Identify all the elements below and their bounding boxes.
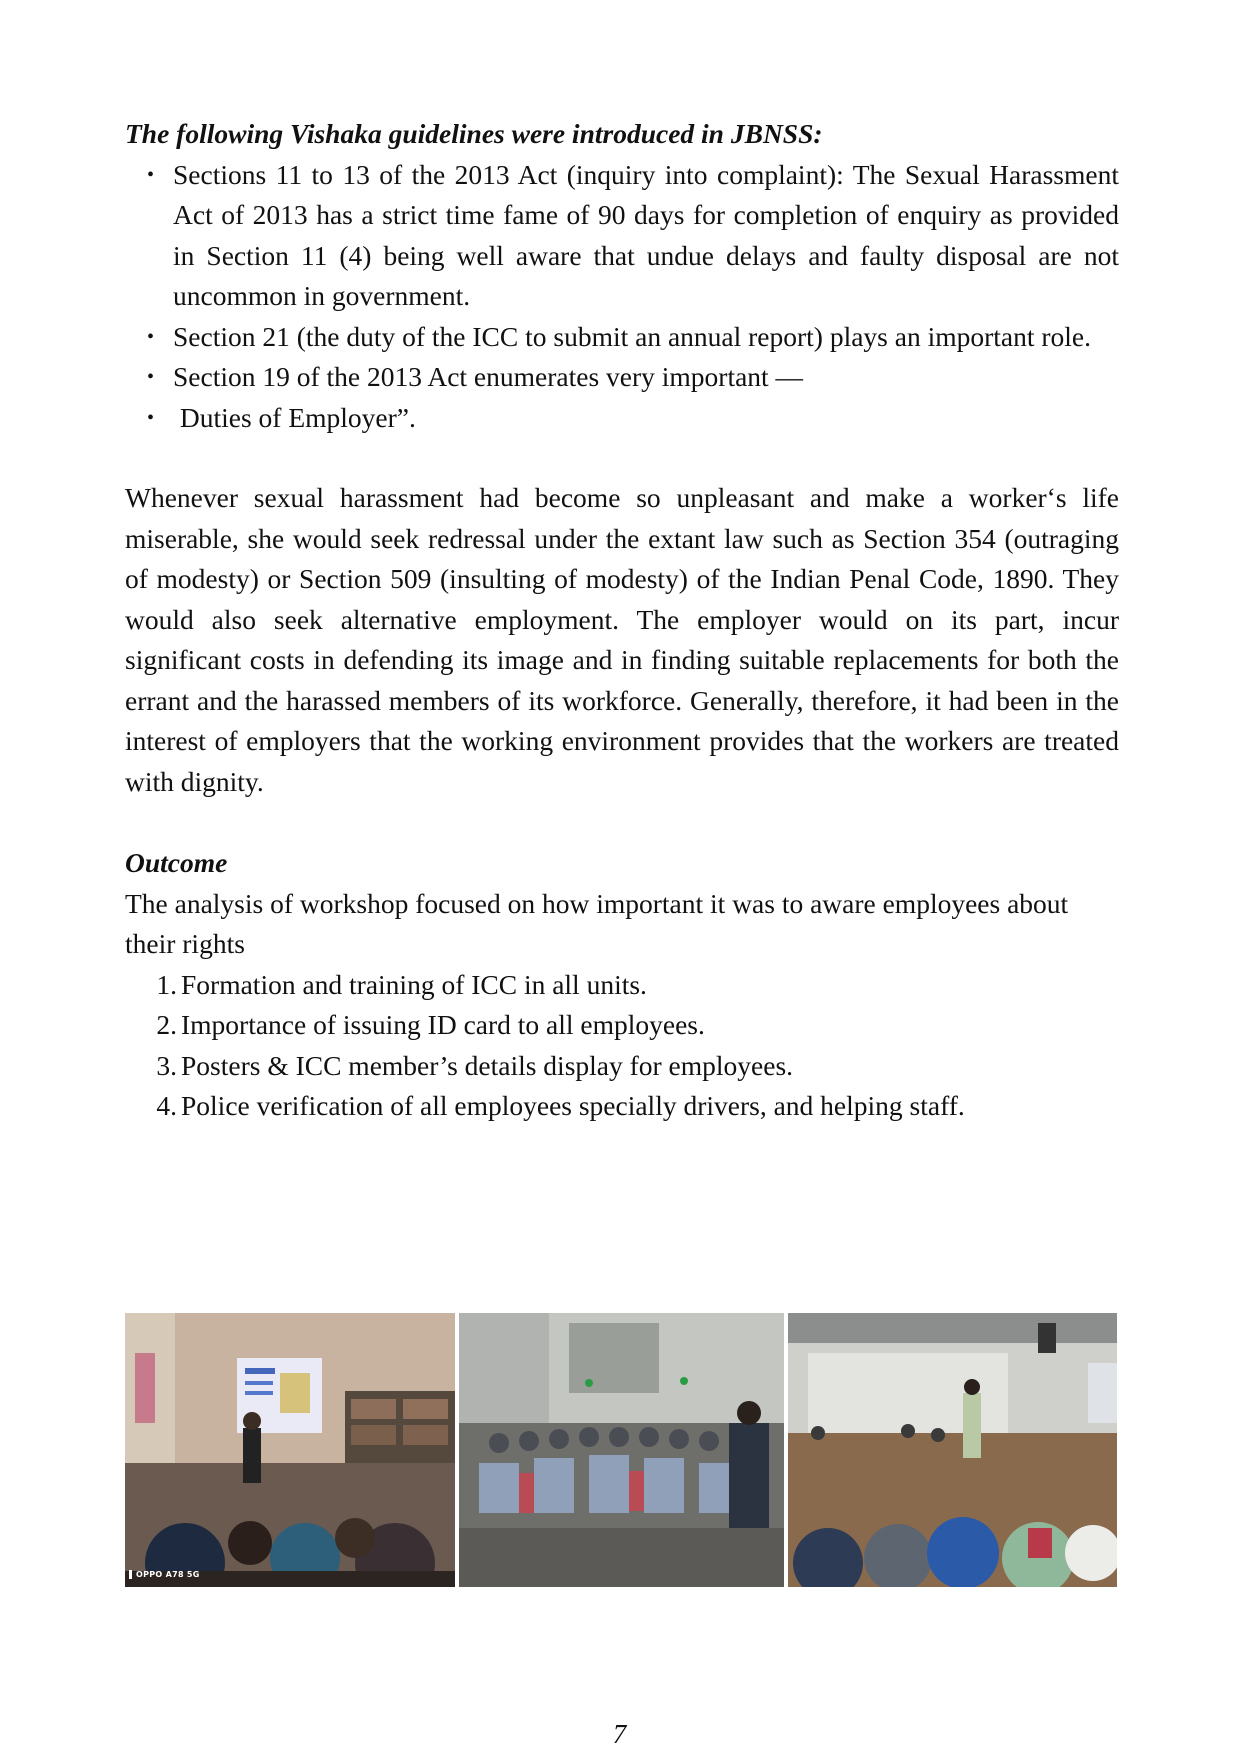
section-heading: The following Vishaka guidelines were introduced in JBNSS: [125, 118, 823, 149]
list-item: • Section 21 (the duty of the ICC to submit an annual report) plays an important role. [173, 317, 1119, 358]
item-number: 2. [156, 1009, 177, 1040]
item-number: 1. [156, 968, 177, 1000]
camera-watermark: OPPO A78 5G [129, 1570, 200, 1579]
list-item [147, 965, 1119, 1006]
item-number: 3. [156, 1049, 177, 1081]
list-item [147, 1005, 1119, 1046]
page-number: 7 [612, 1719, 627, 1749]
page-content [125, 114, 1119, 1127]
workshop-photo-floor-session [788, 1313, 1117, 1587]
guidelines-list [125, 155, 1119, 439]
workshop-photo-audience [459, 1313, 784, 1587]
list-item [147, 1086, 1119, 1127]
outcome-heading: Outcome [125, 847, 228, 878]
item-text: Importance of issuing ID card to all employees. [181, 1009, 705, 1040]
list-item: • Sections 11 to 13 of the 2013 Act (inquiry into complaint): The Sexual Harassment Act of 2013 has a strict time fame of 90 days for completion of enquiry as provided in Section 11 (4) being well aware that undue delays and faulty disposal are not uncommon in government. [173, 155, 1119, 317]
item-text: Posters & ICC member’s details display for employees. [181, 1049, 794, 1081]
item-text: Formation and training of ICC in all units. [181, 968, 647, 1000]
outcome-intro: The analysis of workshop focused on how important it was to aware employees about their rights [125, 887, 1069, 959]
item-text: Police verification of all employees specially drivers, and helping staff. [181, 1090, 965, 1121]
workshop-photo-presentation [125, 1313, 455, 1587]
workshop-photo-strip [125, 1313, 1117, 1587]
item-number: 4. [156, 1090, 177, 1121]
list-item: • Section 19 of the 2013 Act enumerates very important — [173, 357, 1119, 398]
body-paragraph: Whenever sexual harassment had become so unpleasant and make a worker‘s life miserable, she would seek redressal under the extant law such as Section 354 (outraging of modesty) or Section 509 (insulting of modesty) of the Indian Penal Code, 1890. They would also seek alternative employment. The employer would on its part, incur significant costs in defending its image and in finding suitable replacements for both the errant and the harassed members of its workforce. Generally, therefore, it had been in the interest of employers that the working environment provides that the workers are treated with dignity. [125, 482, 1119, 797]
outcome-list [125, 965, 1119, 1127]
list-item: • Duties of Employer”. [173, 398, 1119, 439]
list-item [147, 1046, 1119, 1087]
